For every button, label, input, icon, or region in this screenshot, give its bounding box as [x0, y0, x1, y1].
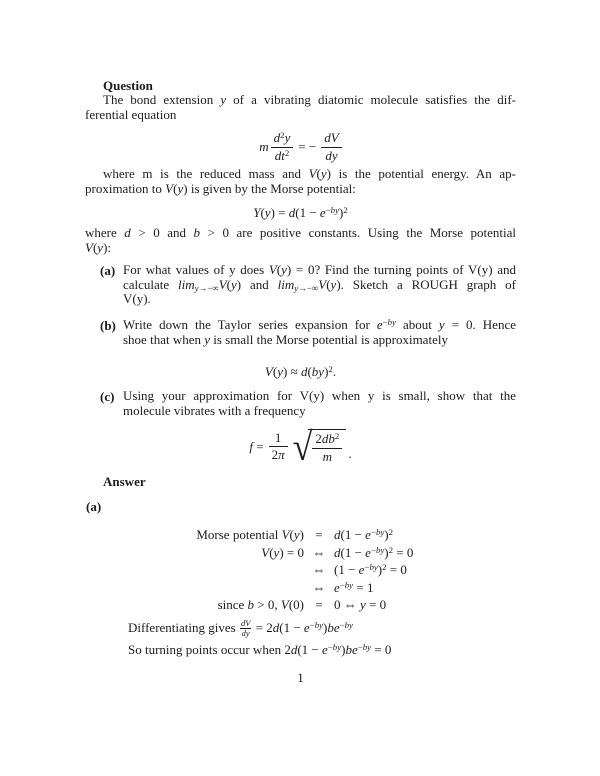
item-line: calculate $\lim_{y\to-\infty}V(y)$ and $\lim_{y\to-\infty}V(y)$. Sketch a ROUGH graph of [123, 276, 516, 293]
question-item-c [85, 389, 516, 418]
fraction-numerator: 1 [274, 429, 282, 445]
equation-of-motion [85, 127, 516, 167]
align-relation: ⇔ [312, 579, 326, 595]
fraction-numerator: dV [324, 129, 339, 145]
frequency-equation [85, 424, 516, 469]
paragraph-line: V(y): [85, 239, 112, 255]
align-rhs: $d(1 - e^{-by})^2 = 0$ [334, 544, 414, 560]
item-line: Using your approximation for V(y) when y is small, show that the [123, 388, 516, 403]
answer-part-a-label: (a) [86, 499, 102, 514]
item-line: molecule vibrates with a frequency [123, 402, 306, 418]
fraction-numerator: dV [240, 618, 251, 628]
item-label-b: (b) [100, 318, 116, 333]
item-line: shoe that when y is small the Morse potential is approximately [123, 331, 448, 347]
mass-symbol: m [259, 139, 269, 154]
fraction-1-2pi [269, 431, 288, 463]
fraction-dV-dy [321, 131, 341, 163]
item-line: Write down the Taylor series expansion for $e^{-by}$ about y = 0. Hence [123, 317, 516, 332]
question-item-a [85, 263, 516, 307]
intro-paragraph [85, 93, 516, 122]
align-lhs: V(y) = 0 [261, 544, 304, 560]
item-line: V(y). [123, 291, 151, 307]
fraction-denominator: 2π [269, 446, 288, 463]
align-rhs: $e^{-by} = 1$ [334, 579, 374, 595]
differentiation-line [85, 619, 516, 639]
frequency-lhs: f = [249, 438, 264, 454]
fraction-numerator: $d^2y$ [273, 129, 291, 145]
paragraph-line: where m is the reduced mass and V(y) is the potential energy. An ap- [103, 166, 516, 181]
equation-text: $Y(y) = d(1 - e^{-by})^2$ [253, 205, 348, 220]
equals-minus: = − [298, 139, 317, 154]
fraction-denominator: dy [321, 147, 341, 164]
derivation-align-block [85, 526, 516, 614]
equation-period: . [348, 445, 352, 461]
paragraph-line: ferential equation [85, 106, 177, 122]
fraction-2db2-m [312, 432, 342, 464]
paragraph-line: where d > 0 and b > 0 are positive constants. Using the Morse potential [85, 225, 516, 240]
text-fragment: Differentiating gives [128, 620, 236, 636]
item-line: For what values of y does V(y) = 0? Find the turning points of V(y) and [123, 262, 516, 277]
align-relation: ⇔ [312, 562, 326, 578]
item-label-c: (c) [100, 389, 115, 404]
fraction-denominator: $dt^2$ [271, 147, 294, 164]
inline-fraction-dV-dy [240, 619, 251, 639]
constants-paragraph [85, 226, 516, 255]
equation-row [259, 131, 341, 163]
fraction-denominator: dy [241, 628, 250, 639]
item-label-a: (a) [100, 263, 116, 278]
radical-sign: √ [292, 424, 313, 469]
paragraph-line: proximation to V(y) is given by the Morse potential: [85, 180, 356, 196]
align-lhs [85, 579, 304, 597]
align-lhs: Morse potential V(y) [196, 527, 304, 542]
approximation-equation [85, 362, 516, 382]
morse-potential-equation [85, 202, 516, 224]
align-relation: = [315, 527, 323, 542]
question-heading: Question [103, 78, 153, 93]
paragraph-line: The bond extension y of a vibrating diatomic molecule satisfies the dif- [103, 92, 516, 107]
align-relation: ⇔ [312, 544, 326, 560]
align-lhs: since b > 0, V(0) [217, 597, 304, 613]
answer-heading: Answer [103, 474, 146, 489]
potential-paragraph [85, 167, 516, 196]
radicand [308, 429, 346, 465]
square-root [292, 424, 347, 469]
align-rhs: $(1 - e^{-by})^2 = 0$ [334, 562, 407, 578]
align-lhs [85, 561, 304, 579]
text-fragment: = $2d(1 - e^{-by})be^{-by}$ [255, 620, 353, 636]
fraction-denominator: m [312, 448, 342, 465]
fraction-numerator: $2db^2$ [315, 431, 340, 447]
fraction-d2y-dt2 [271, 131, 294, 163]
align-rhs: 0 ⇔ y = 0 [334, 597, 387, 613]
align-relation: = [315, 597, 323, 613]
turning-points-line: So turning points occur when $2d(1 - e^{-by})be^{-by} = 0$ [128, 642, 392, 657]
equation-row [249, 424, 352, 469]
align-rhs: $d(1 - e^{-by})^2$ [334, 527, 394, 542]
page-number: 1 [297, 670, 304, 685]
equation-text: V(y) ≈ d(by)$^2$. [264, 364, 337, 379]
question-item-b [85, 318, 516, 347]
